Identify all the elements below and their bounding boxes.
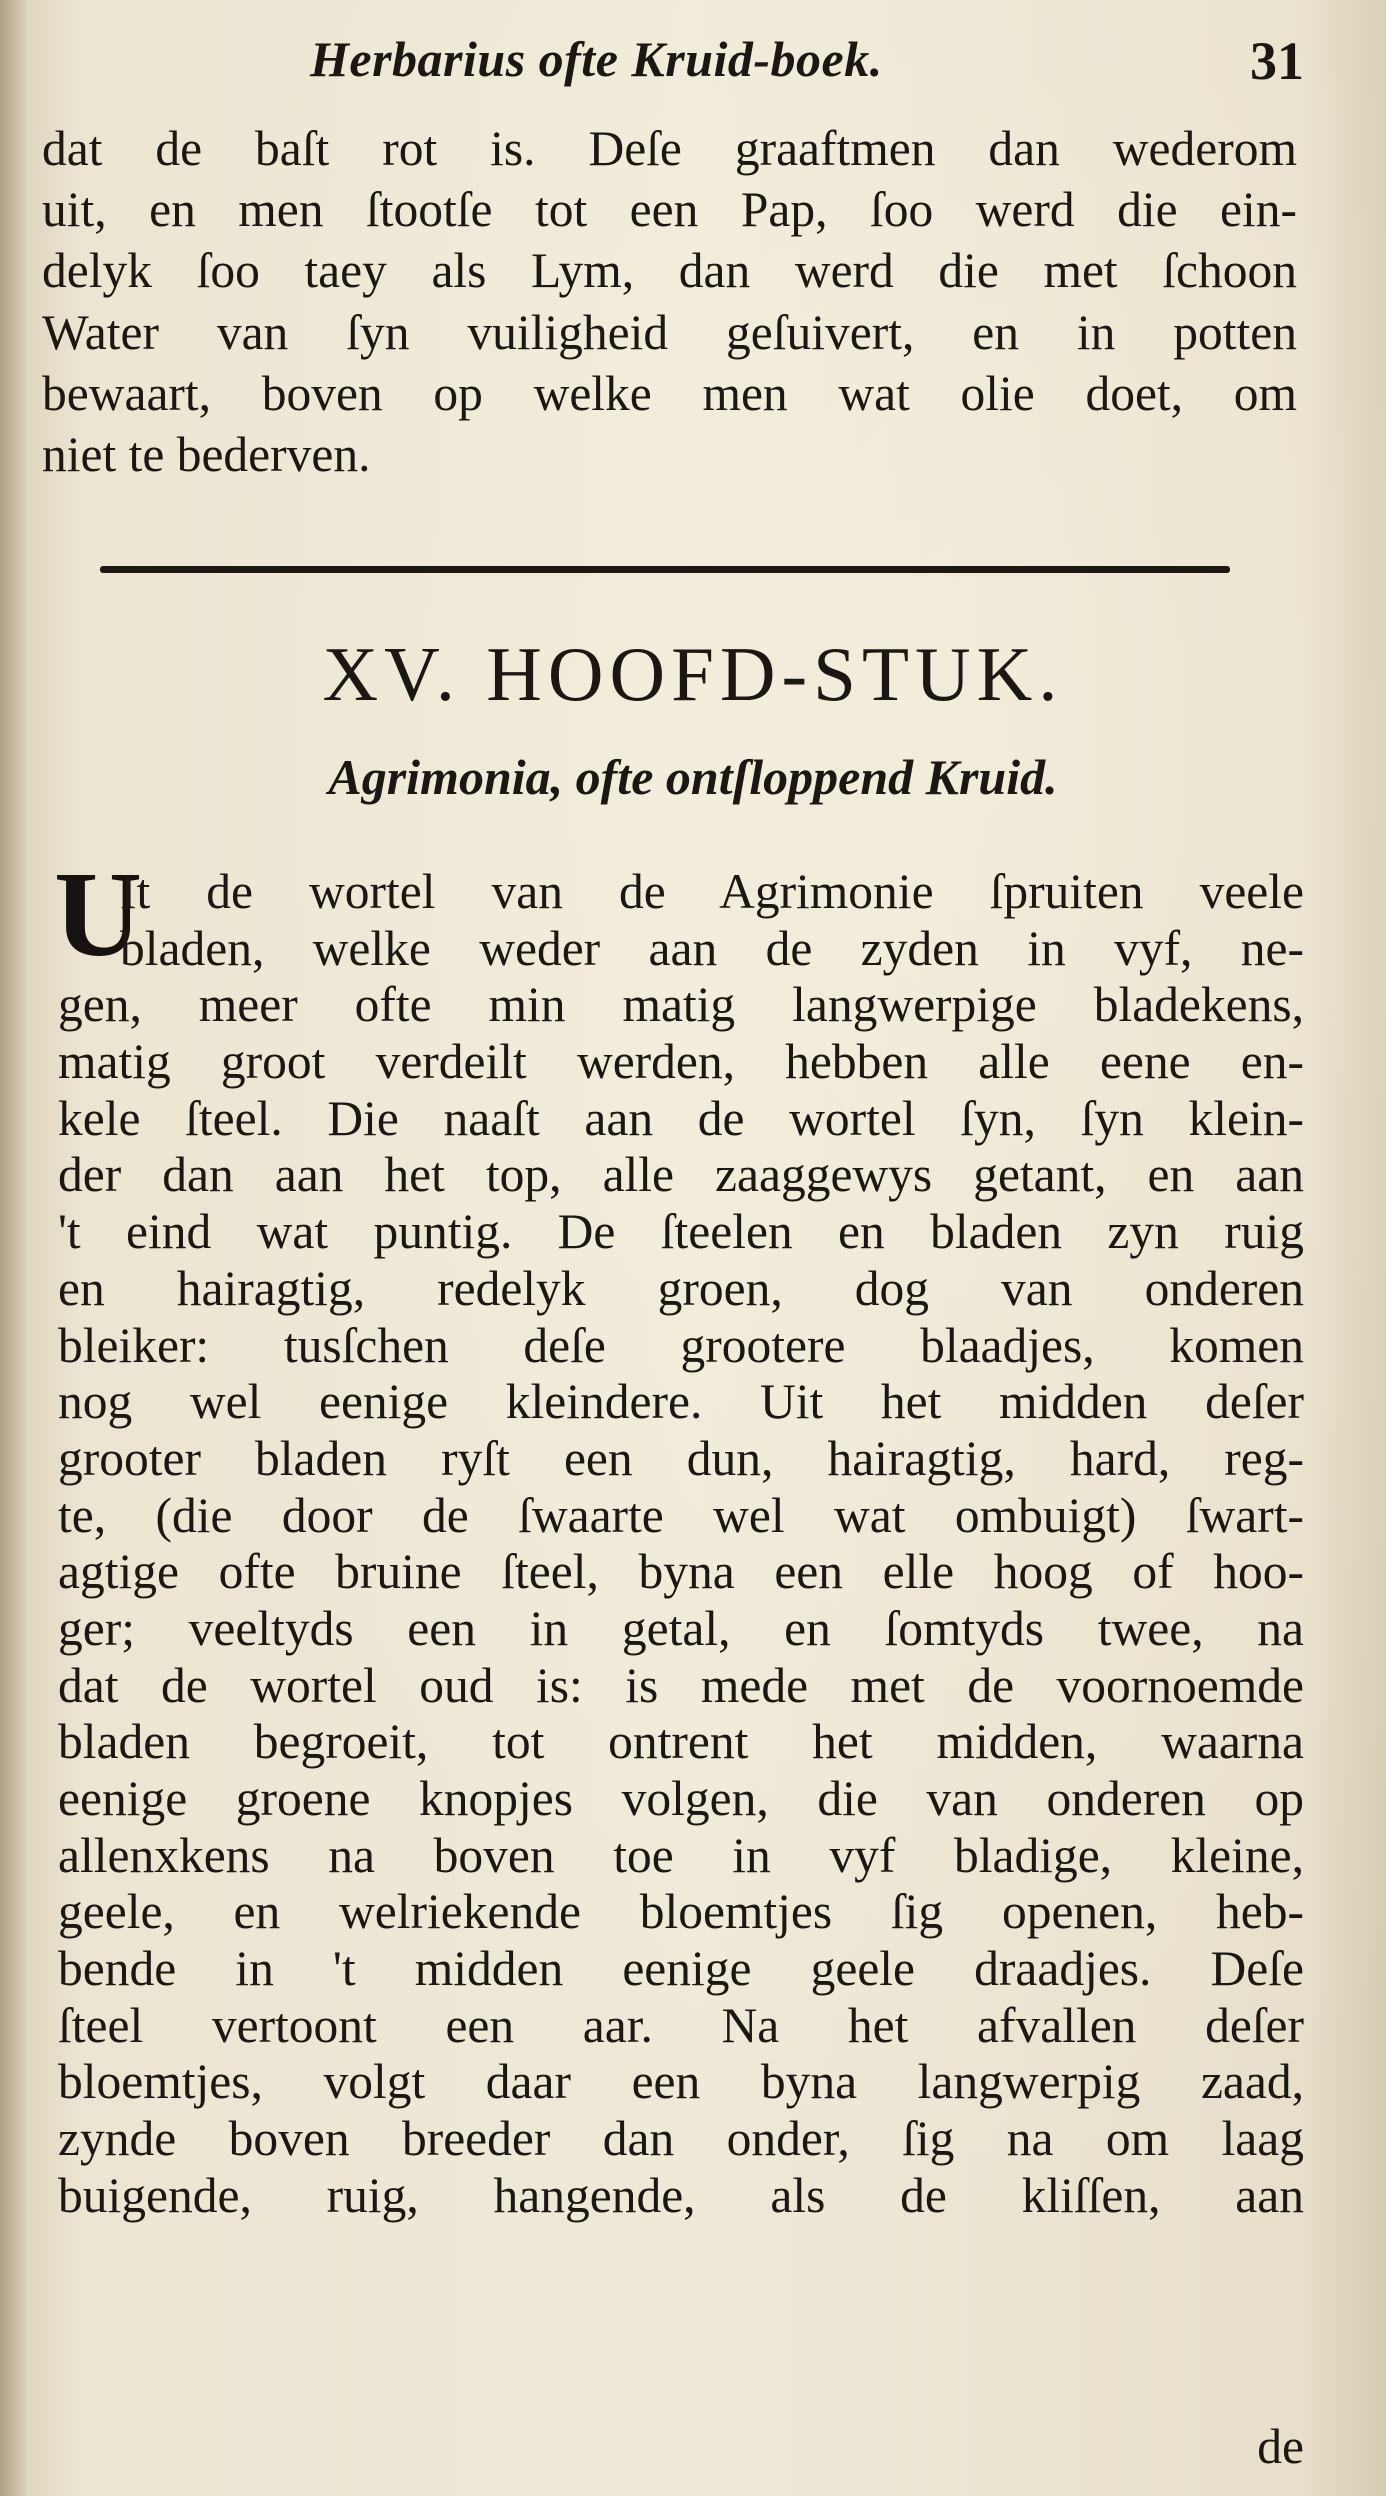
text-line: agtige ofte bruine ſteel, byna een elle hoog of hoo-: [58, 1544, 1304, 1600]
text-line: geele, en welriekende bloemtjes ſig openen, heb-: [58, 1884, 1304, 1940]
text-line: bleiker: tusſchen deſe grootere blaadjes, komen: [58, 1317, 1304, 1373]
text-line: nog wel eenige kleindere. Uit het midden deſer: [58, 1374, 1304, 1430]
text-line: Water van ſyn vuiligheid geſuivert, en in potten: [42, 304, 1297, 360]
text-line: uit, en men ſtootſe tot een Pap, ſoo werd die ein-: [42, 182, 1297, 238]
text-line: 't eind wat puntig. De ſteelen en bladen zyn ruig: [58, 1204, 1304, 1260]
section-divider: [100, 566, 1230, 573]
text-line: It de wortel van de Agrimonie ſpruiten veele: [120, 864, 1304, 919]
text-line: grooter bladen ryſt een dun, hairagtig, hard, reg-: [58, 1430, 1304, 1486]
text-line: zynde boven breeder dan onder, ſig na om laag: [58, 2111, 1304, 2167]
text-line: ſteel vertoont een aar. Na het afvallen deſer: [58, 1997, 1304, 2053]
text-line: niet te bederven.: [42, 426, 371, 482]
text-line: bladen, welke weder aan de zyden in vyf, ne-: [120, 920, 1304, 976]
text-line: matig groot verdeilt werden, hebben alle eene en-: [58, 1034, 1304, 1090]
text-line: ger; veeltyds een in getal, en ſomtyds twee, na: [58, 1600, 1304, 1656]
text-line: allenxkens na boven toe in vyf bladige, kleine,: [58, 1827, 1304, 1883]
page-number: 31: [1250, 31, 1304, 91]
text-line: buigende, ruig, hangende, als de kliſſen, aan: [58, 2167, 1304, 2223]
text-line: bladen begroeit, tot ontrent het midden, waarna: [58, 1714, 1304, 1770]
chapter-subtitle: Agrimonia, ofte ontſloppend Kruid.: [328, 749, 1058, 805]
text-line: bewaart, boven op welke men wat olie doet, om: [42, 365, 1297, 421]
text-line: te, (die door de ſwaarte wel wat ombuigt) ſwart-: [58, 1487, 1304, 1543]
page-gutter-shadow: [0, 0, 28, 2496]
text-line: der dan aan het top, alle zaaggewys getant, en aan: [58, 1147, 1304, 1203]
text-line: kele ſteel. Die naaſt aan de wortel ſyn, ſyn klein-: [58, 1090, 1304, 1146]
chapter-title: XV. HOOFD-STUK.: [322, 631, 1064, 717]
text-line: en hairagtig, redelyk groen, dog van onderen: [58, 1260, 1304, 1316]
text-line: dat de baſt rot is. Deſe graaftmen dan wederom: [42, 121, 1297, 176]
text-line: bende in 't midden eenige geele draadjes. Deſe: [58, 1941, 1304, 1997]
running-head: Herbarius ofte Kruid-boek.: [310, 31, 883, 87]
text-line: eenige groene knopjes volgen, die van onderen op: [58, 1771, 1304, 1826]
text-line: delyk ſoo taey als Lym, dan werd die met ſchoon: [42, 243, 1297, 299]
text-line: bloemtjes, volgt daar een byna langwerpig zaad,: [58, 2054, 1304, 2110]
body-paragraph: [58, 864, 1304, 2225]
catchword: de: [1257, 2419, 1304, 2474]
intro-paragraph: [42, 118, 1297, 485]
text-line: dat de wortel oud is: is mede met de voornoemde: [58, 1657, 1304, 1713]
text-line: gen, meer ofte min matig langwerpige bladekens,: [58, 977, 1304, 1033]
drop-cap-initial: U: [54, 847, 143, 982]
